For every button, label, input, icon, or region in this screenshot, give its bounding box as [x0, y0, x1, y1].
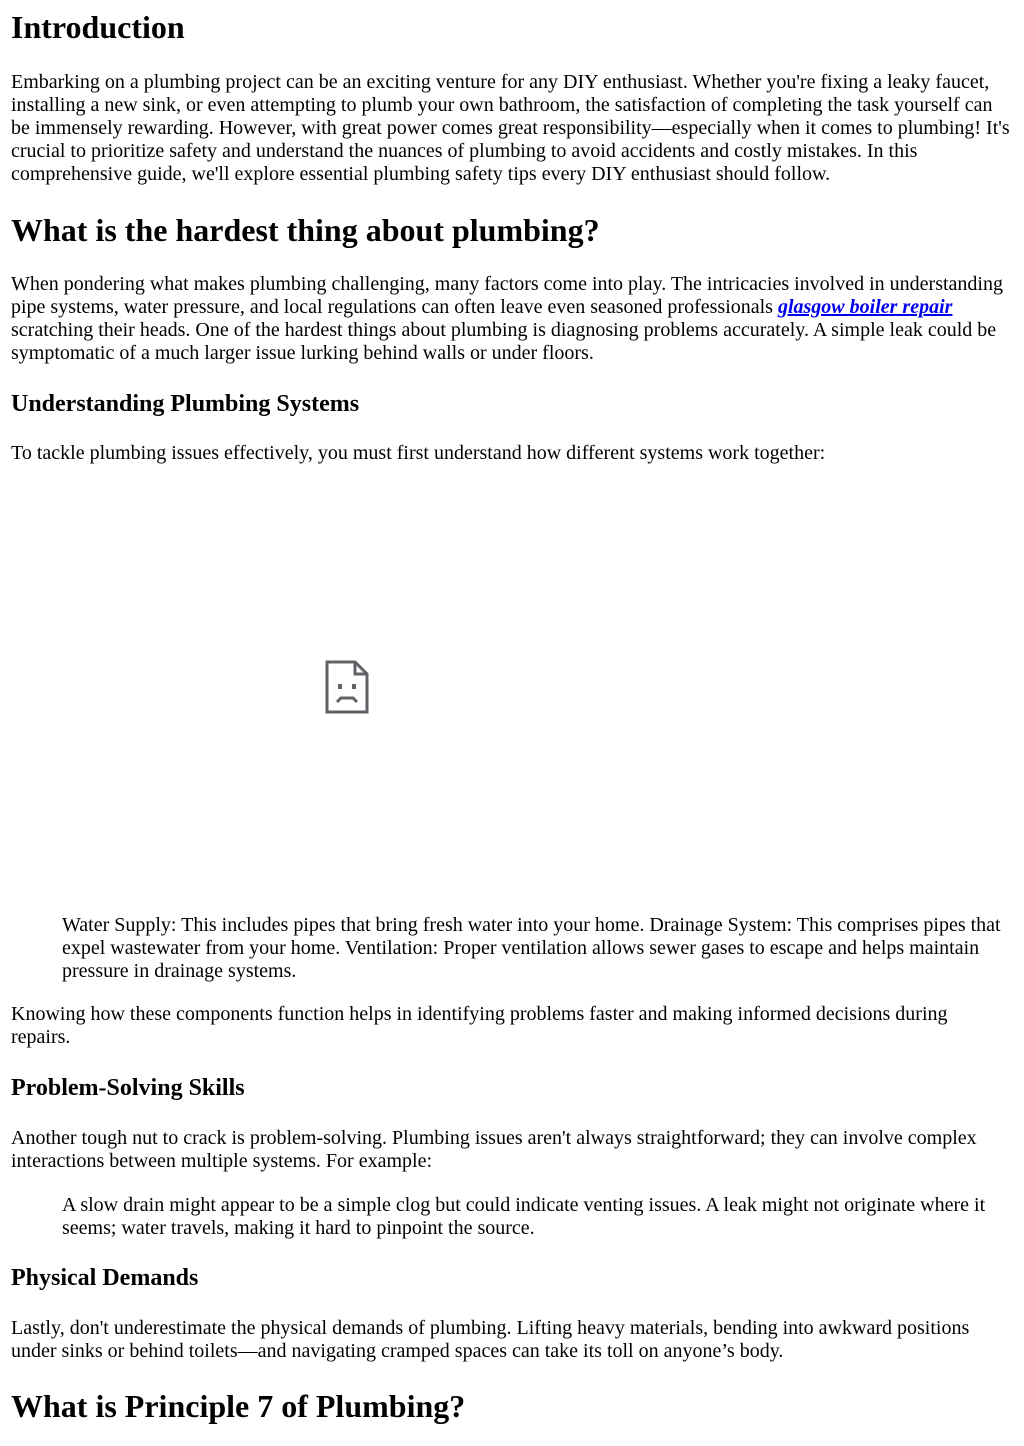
hardest-text-before-link: When pondering what makes plumbing challenging, many factors come into play. The intricacies involved in understanding pipe systems, water pressure, and local regulations can often leave even seasoned professionals	[11, 273, 1003, 318]
systems-list-item: Water Supply: This includes pipes that bring fresh water into your home. Drainage System: This comprises pipes that expel wastewater from your home. Ventilation: Proper ventilation allows sewer gases to escape and helps maintain pressure in drainage systems.	[62, 914, 1001, 982]
heading-introduction: Introduction	[11, 9, 185, 45]
problem-solving-paragraph: Another tough nut to crack is problem-solving. Plumbing issues aren't always straightforward; they can involve complex interactions between multiple systems. For example:	[11, 1127, 977, 1172]
problem-solving-list-item: A slow drain might appear to be a simple clog but could indicate venting issues. A leak might not originate where it seems; water travels, making it hard to pinpoint the source.	[62, 1194, 986, 1239]
broken-image-icon	[325, 660, 369, 714]
heading-principle-7: What is Principle 7 of Plumbing?	[11, 1388, 466, 1424]
intro-paragraph: Embarking on a plumbing project can be an exciting venture for any DIY enthusiast. Whether you're fixing a leaky faucet, installing a new sink, or even attempting to plumb your own bathroom, the satisfaction of completing the task yourself can be immensely rewarding. However, with great power comes great responsibility—especially when it comes to plumbing! It's crucial to prioritize safety and understand the nuances of plumbing to avoid accidents and costly mistakes. In this comprehensive guide, we'll explore essential plumbing safety tips every DIY enthusiast should follow.	[11, 71, 1010, 185]
systems-intro-paragraph: To tackle plumbing issues effectively, you must first understand how different systems work together:	[11, 442, 826, 464]
heading-physical-demands: Physical Demands	[11, 1265, 199, 1291]
systems-outro-paragraph: Knowing how these components function helps in identifying problems faster and making informed decisions during repairs.	[11, 1003, 948, 1048]
heading-understanding-systems: Understanding Plumbing Systems	[11, 391, 360, 417]
hardest-paragraph	[11, 273, 1010, 365]
hardest-text-after-link: scratching their heads. One of the hardest things about plumbing is diagnosing problems accurately. A simple leak could be symptomatic of a much larger issue lurking behind walls or under floors.	[11, 319, 997, 364]
glasgow-boiler-repair-link[interactable]: glasgow boiler repair	[777, 296, 953, 318]
heading-hardest-thing: What is the hardest thing about plumbing?	[11, 212, 600, 248]
physical-demands-paragraph: Lastly, don't underestimate the physical demands of plumbing. Lifting heavy materials, bending into awkward positions under sinks or behind toilets—and navigating cramped spaces can take its toll on anyone’s body.	[11, 1317, 970, 1362]
heading-problem-solving: Problem-Solving Skills	[11, 1075, 245, 1101]
